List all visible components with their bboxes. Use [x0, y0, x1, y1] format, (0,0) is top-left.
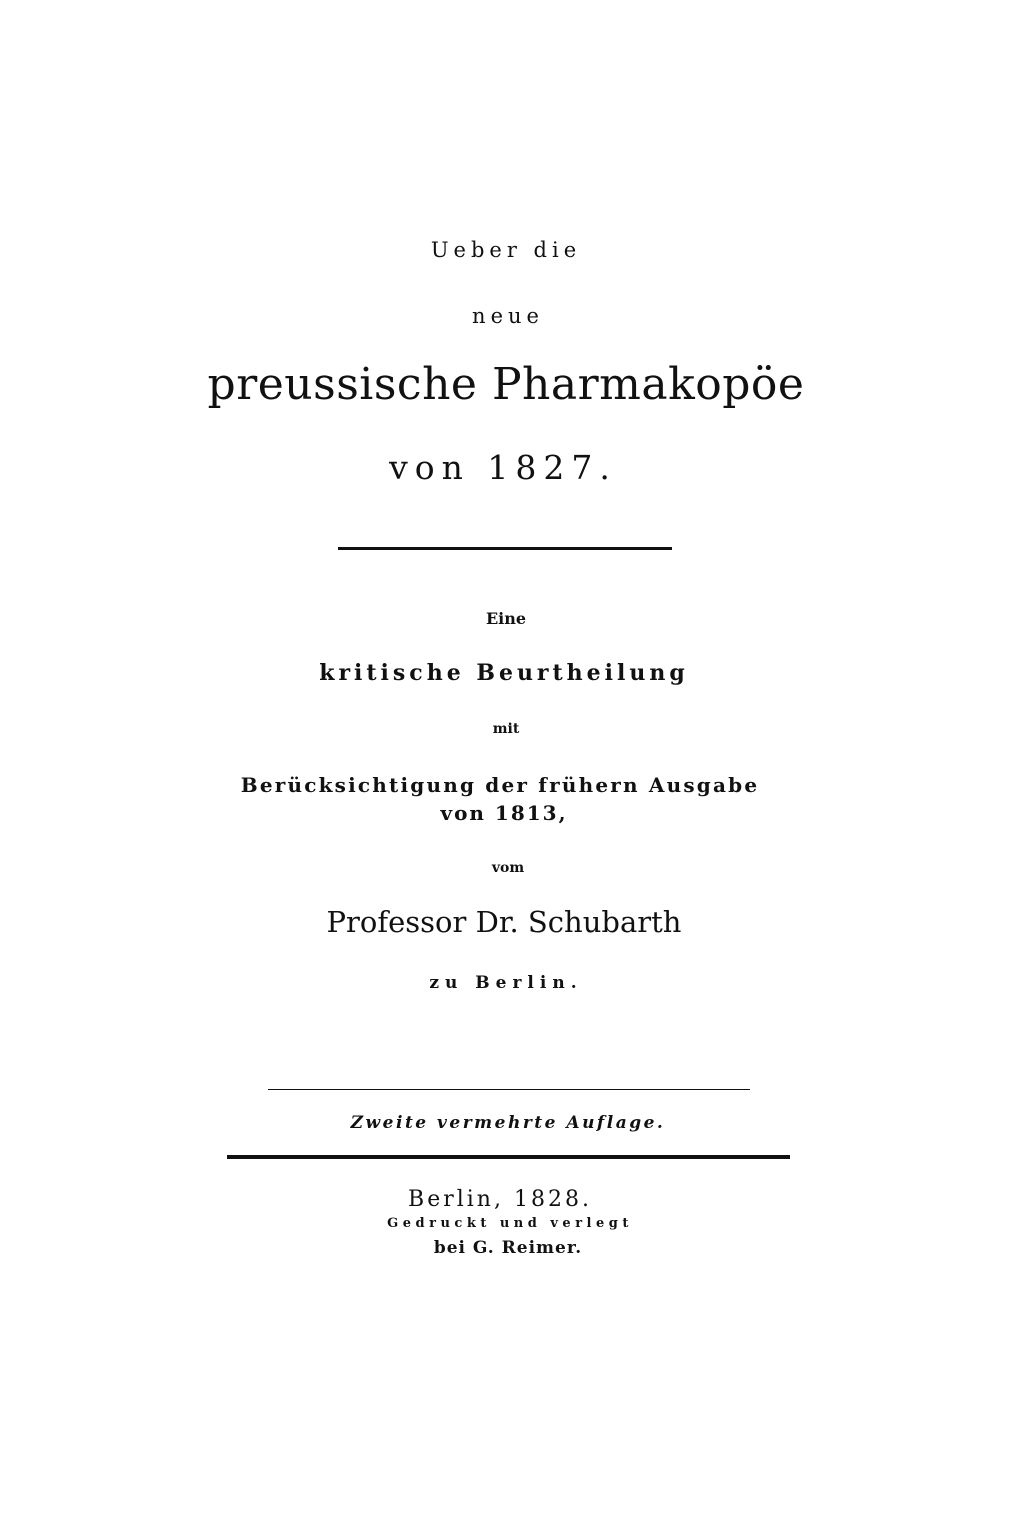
year-line: von 1827.	[389, 448, 617, 487]
eine-word: Eine	[485, 609, 527, 628]
thick-divider	[227, 1155, 790, 1159]
mit-word: mit	[492, 721, 520, 737]
short-divider	[338, 547, 672, 550]
consideration-line-1: Berücksichtigung der frühern Ausgabe	[240, 773, 760, 797]
vom-word: vom	[491, 860, 525, 876]
subtitle: kritische Beurtheilung	[319, 660, 689, 686]
pre-title: Ueber die	[430, 238, 582, 262]
imprint-printed: Gedruckt und verlegt	[387, 1216, 633, 1231]
author-name: Professor Dr. Schubarth	[326, 905, 682, 939]
edition-note: Zweite vermehrte Auflage.	[350, 1113, 666, 1133]
imprint-publisher: bei G. Reimer.	[433, 1238, 583, 1258]
thin-divider	[268, 1089, 750, 1090]
neue-word: neue	[472, 304, 544, 328]
consideration-line-2: von 1813,	[440, 801, 568, 825]
imprint-city-year: Berlin, 1828.	[408, 1187, 592, 1212]
author-location: zu Berlin.	[429, 973, 583, 993]
main-title: preussische Pharmakopöe	[207, 359, 805, 410]
